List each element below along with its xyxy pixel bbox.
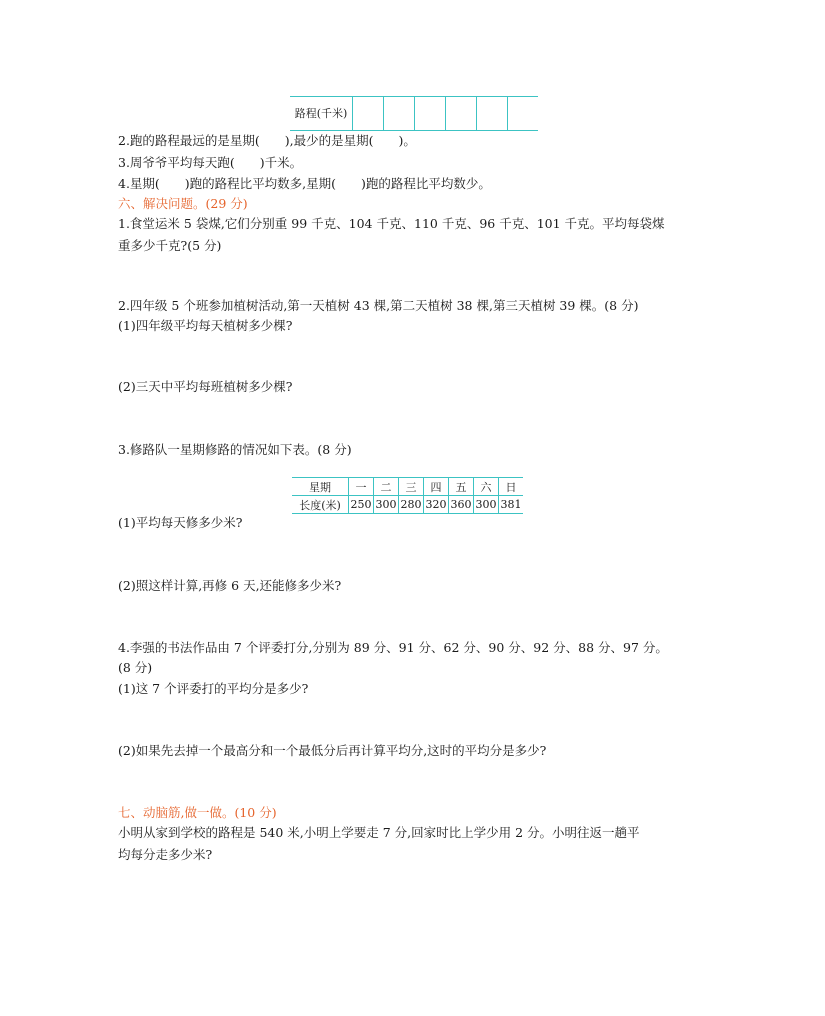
- distance-cell: [477, 97, 508, 131]
- distance-row-label: 路程(千米): [294, 107, 348, 120]
- length-cell: 360: [449, 496, 474, 514]
- problem-1-line-1: 1.食堂运米 5 袋煤,它们分别重 99 千克、104 千克、110 千克、96 千克、101 千克。平均每袋煤: [118, 216, 665, 231]
- distance-cell: [415, 97, 446, 131]
- problem-2: 2.四年级 5 个班参加植树活动,第一天植树 43 棵,第二天植树 38 棵,第三天植树 39 棵。(8 分): [118, 298, 639, 313]
- problem-4-part-1: (1)这 7 个评委打的平均分是多少?: [118, 681, 309, 696]
- problem-4-part-2: (2)如果先去掉一个最高分和一个最低分后再计算平均分,这时的平均分是多少?: [118, 743, 547, 758]
- length-cell: 381: [499, 496, 524, 514]
- distance-cell: [353, 97, 384, 131]
- problem-4-line-2: (8 分): [118, 660, 153, 675]
- problem-7-line-2: 均每分走多少米?: [118, 847, 213, 862]
- weekday-header-label: 星期: [292, 478, 349, 496]
- distance-cell: [508, 97, 539, 131]
- question-4: 4.星期( )跑的路程比平均数多,星期( )跑的路程比平均数少。: [118, 176, 491, 191]
- weekday-cell: 三: [399, 478, 424, 496]
- length-cell: 250: [349, 496, 374, 514]
- length-row-label: 长度(米): [299, 498, 341, 512]
- length-cell: 300: [374, 496, 399, 514]
- problem-1-line-2: 重多少千克?(5 分): [118, 238, 222, 253]
- problem-3: 3.修路队一星期修路的情况如下表。(8 分): [118, 442, 352, 457]
- distance-table: [290, 96, 538, 131]
- length-cell: 280: [399, 496, 424, 514]
- weekday-cell: 四: [424, 478, 449, 496]
- problem-3-part-1: (1)平均每天修多少米?: [118, 515, 243, 530]
- length-cell: 300: [474, 496, 499, 514]
- section-7-heading: 七、动脑筋,做一做。(10 分): [118, 805, 277, 820]
- distance-cell: [446, 97, 477, 131]
- length-cell: 320: [424, 496, 449, 514]
- problem-7-line-1: 小明从家到学校的路程是 540 米,小明上学要走 7 分,回家时比上学少用 2 分。小明往返一趟平: [118, 825, 640, 840]
- weekday-cell: 二: [374, 478, 399, 496]
- road-repair-table: [292, 477, 523, 514]
- question-2: 2.跑的路程最远的是星期( ),最少的是星期( )。: [118, 133, 416, 148]
- weekday-cell: 六: [474, 478, 499, 496]
- problem-2-part-1: (1)四年级平均每天植树多少棵?: [118, 318, 293, 333]
- weekday-cell: 日: [499, 478, 524, 496]
- weekday-cell: 五: [449, 478, 474, 496]
- question-3: 3.周爷爷平均每天跑( )千米。: [118, 155, 303, 170]
- distance-cell: [384, 97, 415, 131]
- section-6-heading: 六、解决问题。(29 分): [118, 196, 248, 211]
- problem-3-part-2: (2)照这样计算,再修 6 天,还能修多少米?: [118, 578, 342, 593]
- problem-2-part-2: (2)三天中平均每班植树多少棵?: [118, 379, 293, 394]
- problem-4-line-1: 4.李强的书法作品由 7 个评委打分,分别为 89 分、91 分、62 分、90 分、92 分、88 分、97 分。: [118, 640, 668, 655]
- weekday-cell: 一: [349, 478, 374, 496]
